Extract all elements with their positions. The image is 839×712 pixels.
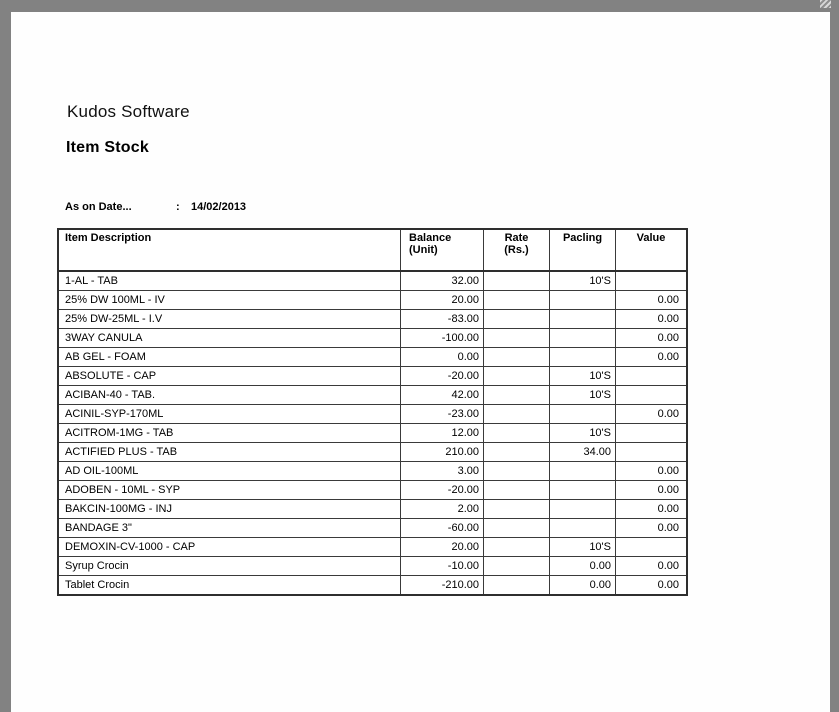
cell-balance: 210.00	[401, 443, 484, 462]
table-row	[58, 291, 687, 310]
cell-value: 0.00	[616, 405, 688, 424]
cell-packing: 10'S	[550, 424, 616, 443]
as-on-date-row	[11, 201, 830, 215]
cell-value: 0.00	[616, 500, 688, 519]
table-row	[58, 424, 687, 443]
cell-value	[616, 271, 688, 291]
cell-balance: -83.00	[401, 310, 484, 329]
cell-balance: 20.00	[401, 291, 484, 310]
column-header-rate-rs: Rate (Rs.)	[484, 229, 550, 271]
cell-value: 0.00	[616, 291, 688, 310]
cell-balance: -23.00	[401, 405, 484, 424]
cell-item: ACTIFIED PLUS - TAB	[58, 443, 401, 462]
cell-balance: 12.00	[401, 424, 484, 443]
cell-item: DEMOXIN-CV-1000 - CAP	[58, 538, 401, 557]
table-row	[58, 443, 687, 462]
report-page	[11, 12, 830, 712]
cell-packing	[550, 291, 616, 310]
as-on-date-separator: :	[176, 201, 180, 213]
cell-rate	[484, 500, 550, 519]
cell-rate	[484, 462, 550, 481]
cell-item: ACINIL-SYP-170ML	[58, 405, 401, 424]
cell-item: 1-AL - TAB	[58, 271, 401, 291]
cell-item: 25% DW-25ML - I.V	[58, 310, 401, 329]
cell-rate	[484, 329, 550, 348]
table-row	[58, 271, 687, 291]
cell-packing: 10'S	[550, 386, 616, 405]
cell-balance: -10.00	[401, 557, 484, 576]
cell-packing	[550, 519, 616, 538]
cell-value	[616, 367, 688, 386]
cell-value	[616, 443, 688, 462]
cell-value: 0.00	[616, 348, 688, 367]
table-row	[58, 405, 687, 424]
table-row	[58, 576, 687, 596]
cell-packing: 0.00	[550, 576, 616, 596]
cell-rate	[484, 291, 550, 310]
cell-packing	[550, 329, 616, 348]
table-row	[58, 462, 687, 481]
cell-value: 0.00	[616, 519, 688, 538]
as-on-date-label: As on Date...	[65, 201, 132, 213]
cell-item: ABSOLUTE - CAP	[58, 367, 401, 386]
cell-rate	[484, 271, 550, 291]
cell-balance: 20.00	[401, 538, 484, 557]
cell-rate	[484, 386, 550, 405]
column-header-value: Value	[616, 229, 688, 271]
cell-packing: 34.00	[550, 443, 616, 462]
cell-item: ACITROM-1MG - TAB	[58, 424, 401, 443]
cell-value: 0.00	[616, 481, 688, 500]
cell-rate	[484, 310, 550, 329]
cell-rate	[484, 519, 550, 538]
cell-balance: -210.00	[401, 576, 484, 596]
cell-item: AB GEL - FOAM	[58, 348, 401, 367]
cell-item: ADOBEN - 10ML - SYP	[58, 481, 401, 500]
cell-item: Syrup Crocin	[58, 557, 401, 576]
stock-table-header	[58, 229, 687, 271]
cell-packing	[550, 481, 616, 500]
cell-balance: -60.00	[401, 519, 484, 538]
cell-item: 3WAY CANULA	[58, 329, 401, 348]
table-row	[58, 329, 687, 348]
cell-balance: 0.00	[401, 348, 484, 367]
cell-packing: 0.00	[550, 557, 616, 576]
cell-rate	[484, 538, 550, 557]
cell-packing	[550, 500, 616, 519]
cell-packing: 10'S	[550, 538, 616, 557]
cell-rate	[484, 405, 550, 424]
cell-item: 25% DW 100ML - IV	[58, 291, 401, 310]
cell-packing	[550, 348, 616, 367]
cell-item: BANDAGE 3"	[58, 519, 401, 538]
table-row	[58, 367, 687, 386]
as-on-date-value: 14/02/2013	[191, 201, 247, 213]
cell-value	[616, 386, 688, 405]
table-row	[58, 348, 687, 367]
table-row	[58, 538, 687, 557]
cell-balance: -20.00	[401, 481, 484, 500]
stock-table-body	[58, 271, 687, 595]
cell-balance: 32.00	[401, 271, 484, 291]
cell-value	[616, 424, 688, 443]
company-name: Kudos Software	[67, 102, 190, 121]
cell-rate	[484, 576, 550, 596]
table-row	[58, 519, 687, 538]
table-row	[58, 386, 687, 405]
cell-rate	[484, 367, 550, 386]
table-row	[58, 500, 687, 519]
cell-value: 0.00	[616, 576, 688, 596]
header-row	[58, 229, 687, 271]
cell-item: ACIBAN-40 - TAB.	[58, 386, 401, 405]
cell-item: BAKCIN-100MG - INJ	[58, 500, 401, 519]
cell-item: Tablet Crocin	[58, 576, 401, 596]
report-title: Item Stock	[66, 139, 149, 156]
cell-packing: 10'S	[550, 271, 616, 291]
table-row	[58, 557, 687, 576]
cell-packing	[550, 405, 616, 424]
cell-value: 0.00	[616, 329, 688, 348]
column-header-balance-unit: Balance (Unit)	[401, 229, 484, 271]
cell-value	[616, 538, 688, 557]
column-header-item-description: Item Description	[58, 229, 401, 271]
cell-balance: 2.00	[401, 500, 484, 519]
cell-balance: 42.00	[401, 386, 484, 405]
cell-packing: 10'S	[550, 367, 616, 386]
cell-value: 0.00	[616, 462, 688, 481]
cell-value: 0.00	[616, 310, 688, 329]
cell-packing	[550, 462, 616, 481]
cell-value: 0.00	[616, 557, 688, 576]
cell-rate	[484, 348, 550, 367]
cell-rate	[484, 424, 550, 443]
stock-table	[57, 228, 688, 596]
table-row	[58, 310, 687, 329]
cell-item: AD OIL-100ML	[58, 462, 401, 481]
cell-rate	[484, 557, 550, 576]
column-header-pacling: Pacling	[550, 229, 616, 271]
cell-balance: -20.00	[401, 367, 484, 386]
table-row	[58, 481, 687, 500]
cell-rate	[484, 443, 550, 462]
cell-balance: -100.00	[401, 329, 484, 348]
cell-balance: 3.00	[401, 462, 484, 481]
scrollbar-corner-grip	[820, 0, 831, 8]
cell-rate	[484, 481, 550, 500]
cell-packing	[550, 310, 616, 329]
